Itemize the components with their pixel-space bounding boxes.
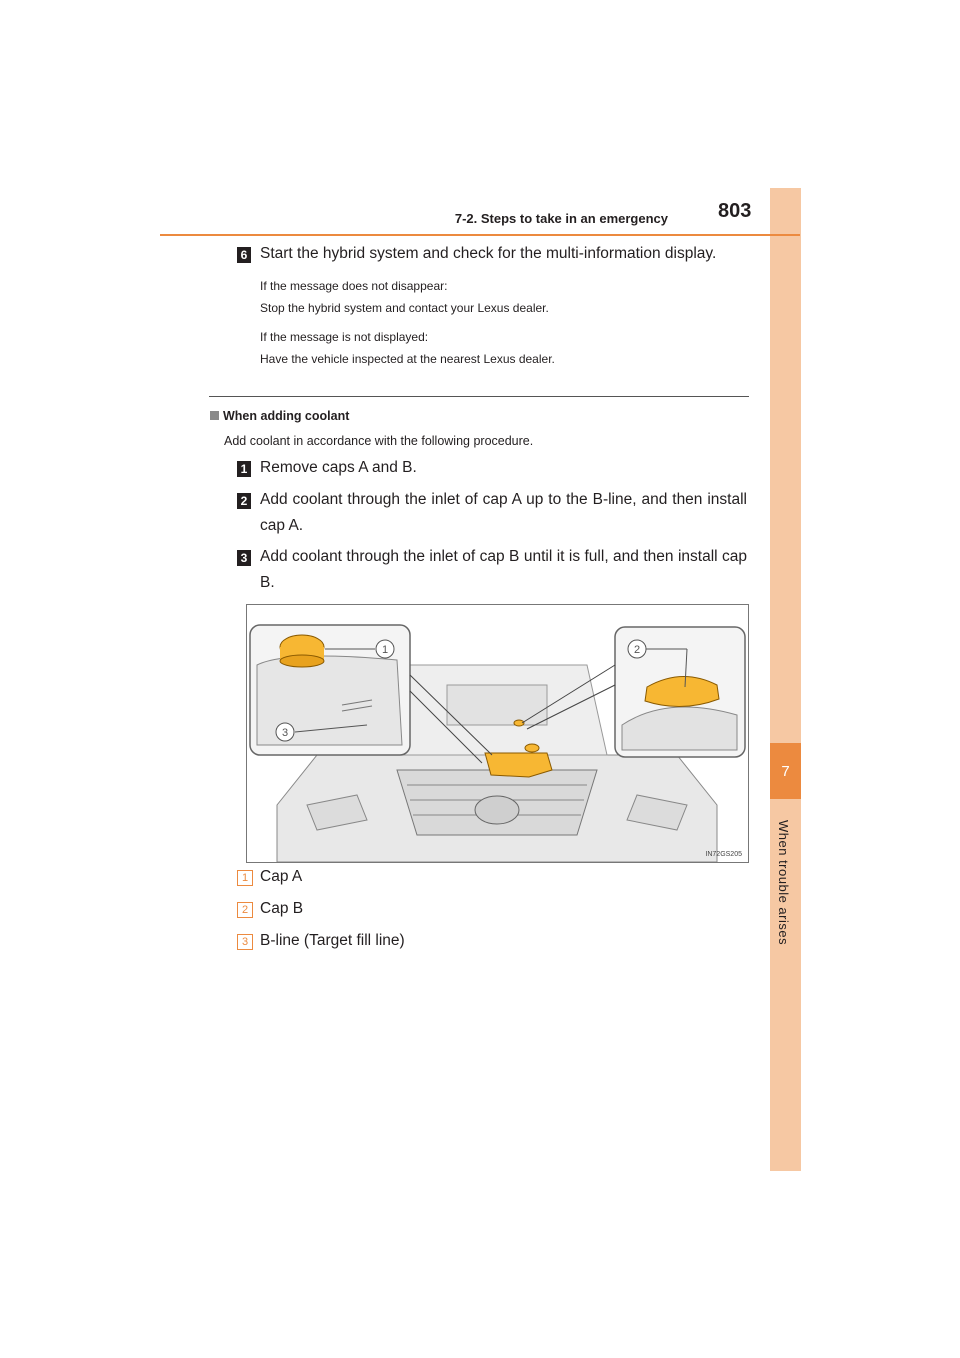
step-2-text: Add coolant through the inlet of cap A up to the B-line, and then install cap A. bbox=[260, 491, 747, 534]
note-line: Stop the hybrid system and contact your Lexus dealer. bbox=[260, 301, 549, 315]
legend-text-3: B-line (Target fill line) bbox=[260, 932, 405, 949]
square-bullet-icon bbox=[210, 411, 219, 420]
step-number-6: 6 bbox=[237, 247, 251, 263]
legend-text-2: Cap B bbox=[260, 900, 304, 917]
figure-code: IN72GS205 bbox=[705, 851, 742, 858]
note-line: Have the vehicle inspected at the nearest Lexus dealer. bbox=[260, 352, 555, 366]
step-number-3: 3 bbox=[237, 550, 251, 566]
legend-text-1: Cap A bbox=[260, 868, 303, 885]
section-title: 7-2. Steps to take in an emergency bbox=[454, 211, 668, 226]
step-6-text: Start the hybrid system and check for the multi-information display. bbox=[260, 245, 717, 262]
step-number-1: 1 bbox=[237, 461, 251, 477]
step-1-text: Remove caps A and B. bbox=[260, 459, 417, 476]
engine-bay-drawing bbox=[247, 605, 748, 862]
callout-3: 3 bbox=[281, 727, 289, 739]
section-divider bbox=[209, 396, 749, 397]
note-line: If the message is not displayed: bbox=[260, 330, 429, 344]
step-number-2: 2 bbox=[237, 493, 251, 509]
engine-bay-illustration bbox=[246, 604, 749, 863]
callout-1: 1 bbox=[381, 644, 389, 656]
legend-number-1: 1 bbox=[237, 870, 253, 886]
note-line: If the message does not disappear: bbox=[260, 279, 448, 293]
subsection-intro: Add coolant in accordance with the following procedure. bbox=[224, 434, 534, 448]
chapter-number-badge: 7 bbox=[770, 743, 801, 799]
chapter-title: When trouble arises bbox=[776, 820, 791, 946]
step-3-text: Add coolant through the inlet of cap B until it is full, and then install cap B. bbox=[260, 548, 747, 591]
subsection-heading: When adding coolant bbox=[210, 409, 349, 423]
header-rule bbox=[160, 234, 800, 236]
legend-number-3: 3 bbox=[237, 934, 253, 950]
callout-2: 2 bbox=[633, 644, 641, 656]
legend-number-2: 2 bbox=[237, 902, 253, 918]
chapter-side-tab bbox=[770, 188, 801, 1171]
page-number: 803 bbox=[718, 200, 752, 222]
